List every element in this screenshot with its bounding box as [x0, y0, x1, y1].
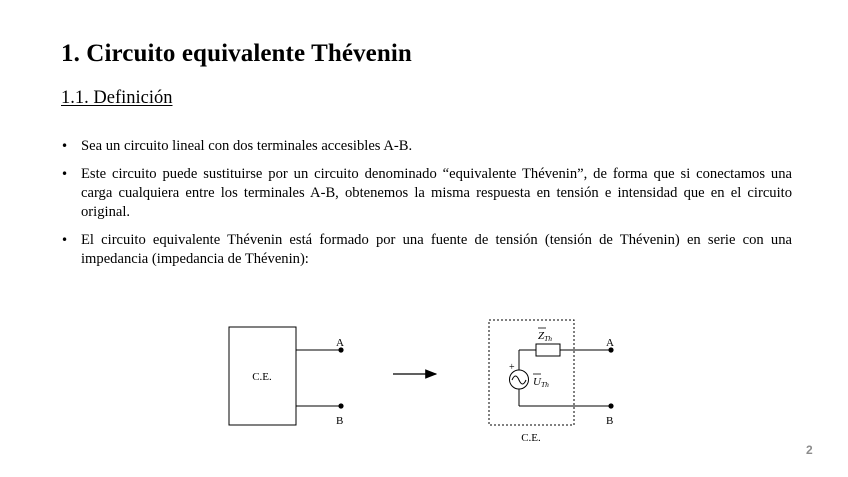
- source-label: [533, 376, 549, 389]
- bullet-dot-icon: •: [61, 139, 69, 153]
- terminal-a-label: A: [606, 337, 614, 349]
- equivalent-box-label: C.E.: [521, 432, 541, 444]
- impedance-symbol: Z: [538, 330, 545, 342]
- equivalent-dashed-box: [489, 320, 574, 425]
- bullet-text: Este circuito puede sustituirse por un circuito denominado “equivalente Thévenin”, de forma que si conectamos una carga cualquiera entre los terminales A-B, obtenemos la misma respuesta en tensión e intensidad que en el circuito original.: [81, 166, 792, 220]
- terminal-b-dot: [338, 403, 343, 408]
- bullet-text: Sea un circuito lineal con dos terminales accesibles A-B.: [81, 138, 413, 154]
- impedance-icon: [536, 344, 560, 356]
- page-number: 2: [806, 443, 813, 457]
- original-circuit: [229, 327, 344, 427]
- source-symbol: U: [533, 376, 541, 388]
- slide-title: 1. Circuito equivalente Thévenin: [61, 40, 412, 67]
- thevenin-equivalent: [489, 320, 614, 444]
- bullet-dot-icon: •: [61, 233, 69, 247]
- impedance-label: [538, 330, 552, 343]
- bullet-dot-icon: •: [61, 167, 69, 181]
- terminal-b-label: B: [336, 415, 344, 427]
- terminal-b-dot: [608, 403, 613, 408]
- source-plus-label: +: [509, 362, 515, 373]
- terminal-a-label: A: [336, 337, 344, 349]
- impedance-subscript: Th: [544, 334, 553, 343]
- source-subscript: Th: [540, 380, 549, 389]
- section-subtitle: 1.1. Definición: [61, 88, 173, 108]
- circuit-box-label: C.E.: [252, 371, 272, 383]
- bullet-text: El circuito equivalente Thévenin está formado por una fuente de tensión (tensión de Thévenin) en serie con una impedancia (impedancia de Thévenin):: [81, 232, 792, 267]
- terminal-b-label: B: [606, 415, 614, 427]
